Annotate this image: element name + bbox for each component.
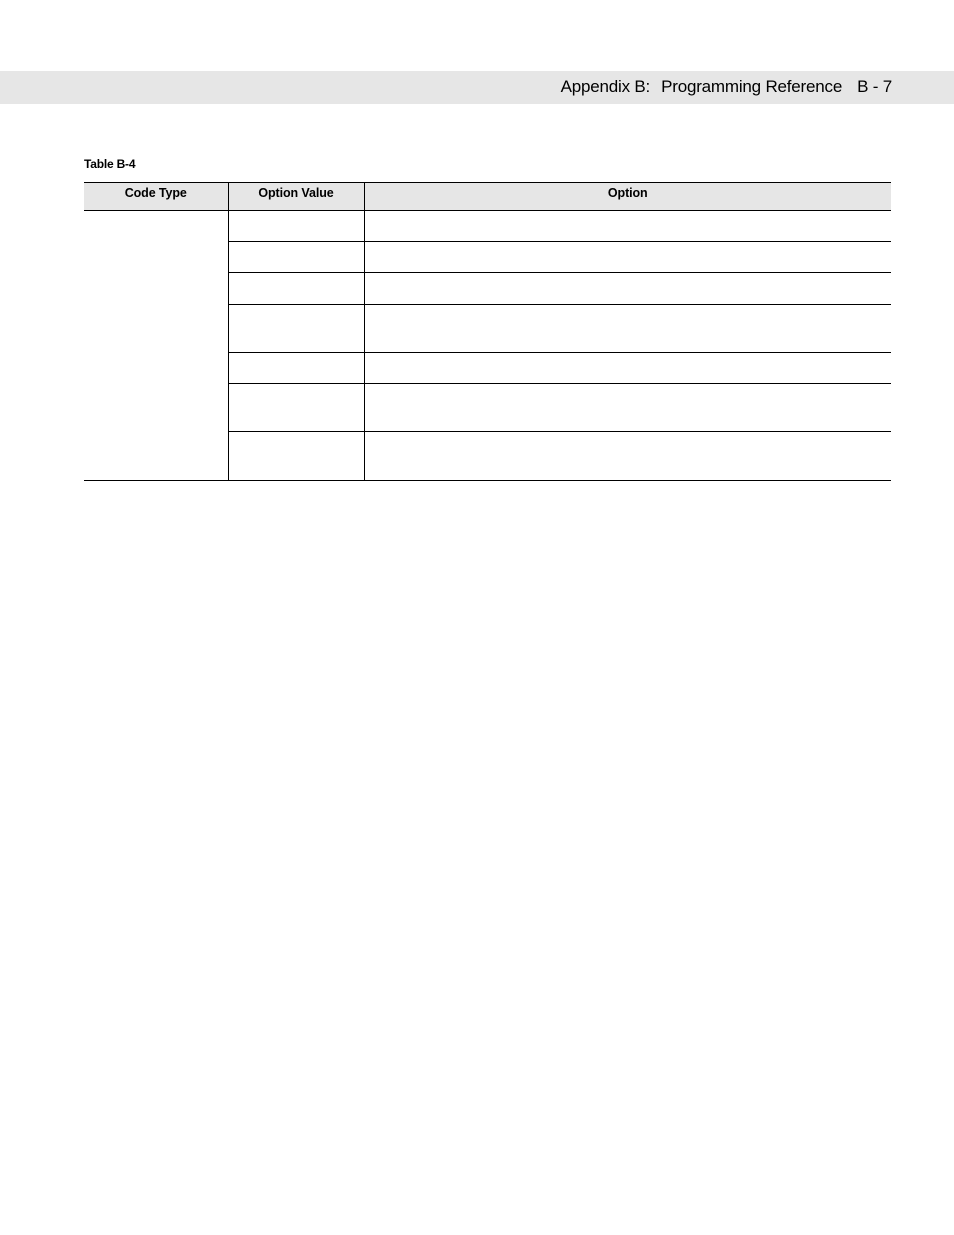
column-header-code-type: Code Type <box>84 183 228 211</box>
option-value-cell <box>228 211 364 242</box>
option-value-cell <box>228 273 364 305</box>
table-row <box>84 211 891 242</box>
column-header-option: Option <box>364 183 891 211</box>
option-cell <box>364 353 891 384</box>
appendix-label: Appendix B: <box>560 77 651 96</box>
column-header-option-value: Option Value <box>228 183 364 211</box>
table-caption: Table B-4 <box>84 157 136 171</box>
option-cell <box>364 384 891 432</box>
running-header <box>0 71 954 104</box>
option-value-cell <box>228 305 364 353</box>
code-type-cell <box>84 211 228 481</box>
option-cell <box>364 273 891 305</box>
option-value-cell <box>228 242 364 273</box>
option-cell <box>364 242 891 273</box>
option-cell <box>364 211 891 242</box>
section-title: Programming Reference <box>661 77 843 96</box>
option-value-cell <box>228 384 364 432</box>
option-cell <box>364 432 891 481</box>
table-header-row <box>84 183 891 211</box>
running-header-text <box>561 71 892 104</box>
programming-reference-table <box>84 182 891 481</box>
option-value-cell <box>228 353 364 384</box>
page-number: B - 7 <box>857 77 892 96</box>
option-cell <box>364 305 891 353</box>
option-value-cell <box>228 432 364 481</box>
